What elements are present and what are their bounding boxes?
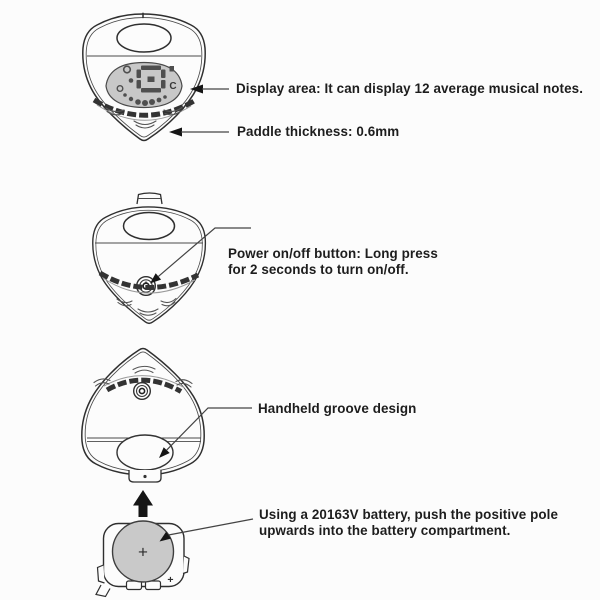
groove-pointer-line xyxy=(167,408,252,450)
sharp-sign-icon xyxy=(170,66,175,72)
thumb-hole xyxy=(117,24,171,52)
tuner-front-view xyxy=(83,13,229,140)
battery-pointer-line xyxy=(169,519,254,535)
groove-label: Handheld groove design xyxy=(258,401,417,416)
tuning-dot-icon xyxy=(129,78,134,83)
battery-label-line2: upwards into the battery compartment. xyxy=(259,522,511,538)
battery-assembly xyxy=(96,490,253,597)
battery-positive-symbol: + xyxy=(138,542,148,562)
power-button-label xyxy=(228,246,438,277)
display-note-letter: C xyxy=(169,81,177,92)
paddle-thickness-arrow-icon xyxy=(169,128,182,137)
thumb-hole xyxy=(124,213,175,240)
power-button xyxy=(134,383,151,400)
holder-positive-symbol: + xyxy=(167,574,174,586)
insert-direction-up-arrow-icon xyxy=(133,490,153,517)
display-area xyxy=(106,63,182,108)
paddle-thickness-label: Paddle thickness: 0.6mm xyxy=(237,124,400,139)
tuner-groove-view xyxy=(82,349,252,483)
display-area-label: Display area: It can display 12 average musical notes. xyxy=(236,81,584,96)
battery-label-line1: Using a 20163V battery, push the positive pole xyxy=(259,507,559,522)
power-button-label-line2: for 2 seconds to turn on/off. xyxy=(228,261,409,277)
battery-label xyxy=(259,507,558,538)
power-button-label-line1: Power on/off button: Long press xyxy=(228,246,438,261)
